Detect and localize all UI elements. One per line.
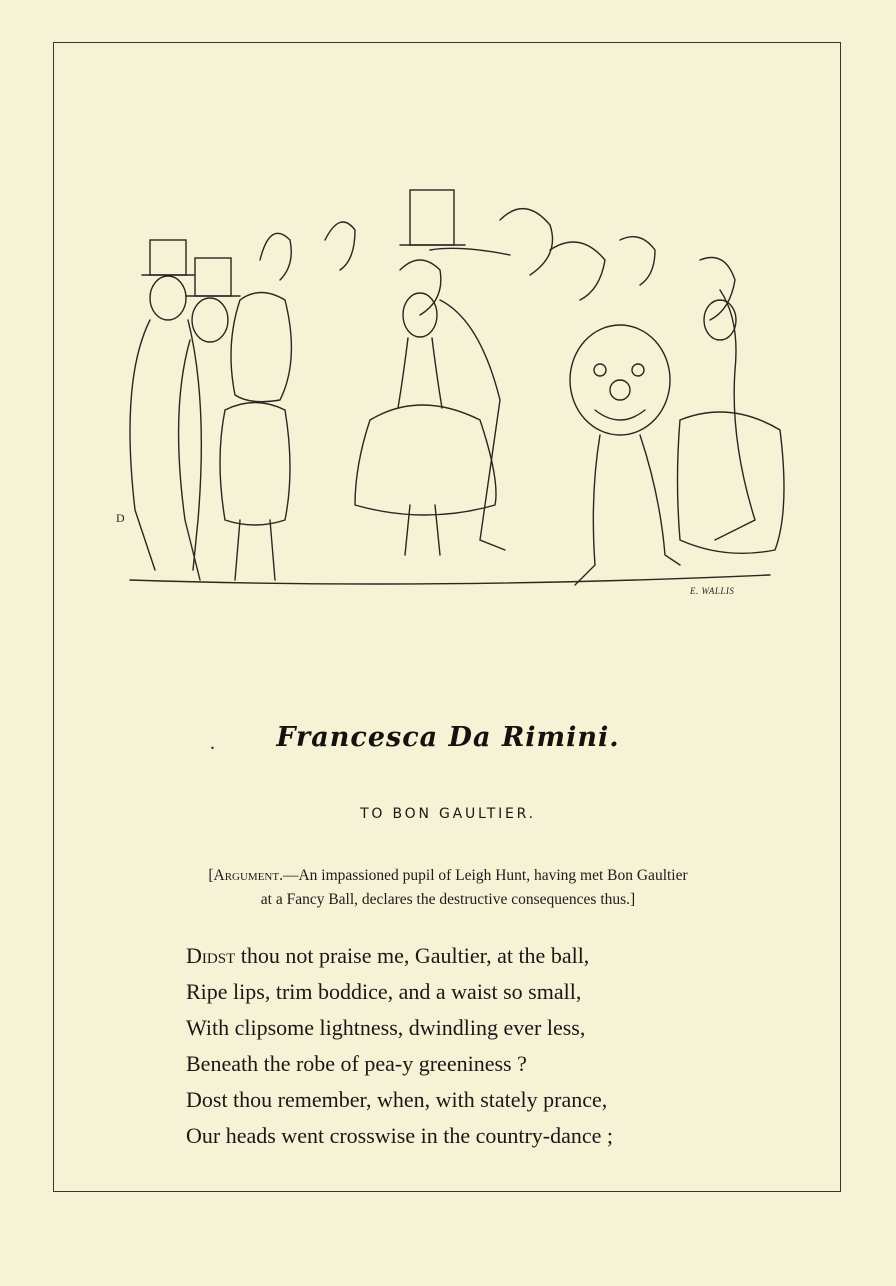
argument-line-2: at a Fancy Ball, declares the destructive consequences thus.] [260, 891, 636, 908]
poem-line-2: Ripe lips, trim boddice, and a waist so small, [186, 979, 582, 1004]
stray-mark: . [210, 732, 215, 754]
argument-lead: Argument. [213, 867, 283, 884]
poem-line-5: Dost thou remember, when, with stately prance, [186, 1087, 608, 1112]
poem-line-4: Beneath the robe of pea-y greeniness ? [186, 1051, 527, 1076]
poem-first-line-rest: thou not praise me, Gaultier, at the ball, [235, 943, 590, 968]
poem-line-6: Our heads went crosswise in the country-dance ; [186, 1123, 614, 1148]
poem-line-1 [186, 938, 786, 974]
poem-stanza [186, 938, 786, 1154]
poem-dedication: TO BON GAULTIER. [360, 806, 536, 822]
artist-signature: E. WALLIS [690, 586, 735, 596]
poem-title: Francesca Da Rimini. [276, 722, 620, 753]
argument-paragraph [120, 864, 776, 912]
left-monogram: D [116, 511, 125, 525]
poem-first-word: Didst [186, 943, 236, 968]
poem-line-3: With clipsome lightness, dwindling ever less, [186, 1015, 586, 1040]
argument-line-1: —An impassioned pupil of Leigh Hunt, having met Bon Gaultier [282, 867, 688, 884]
fancy-ball-illustration [110, 180, 790, 600]
argument-bracket: [ [208, 867, 214, 884]
